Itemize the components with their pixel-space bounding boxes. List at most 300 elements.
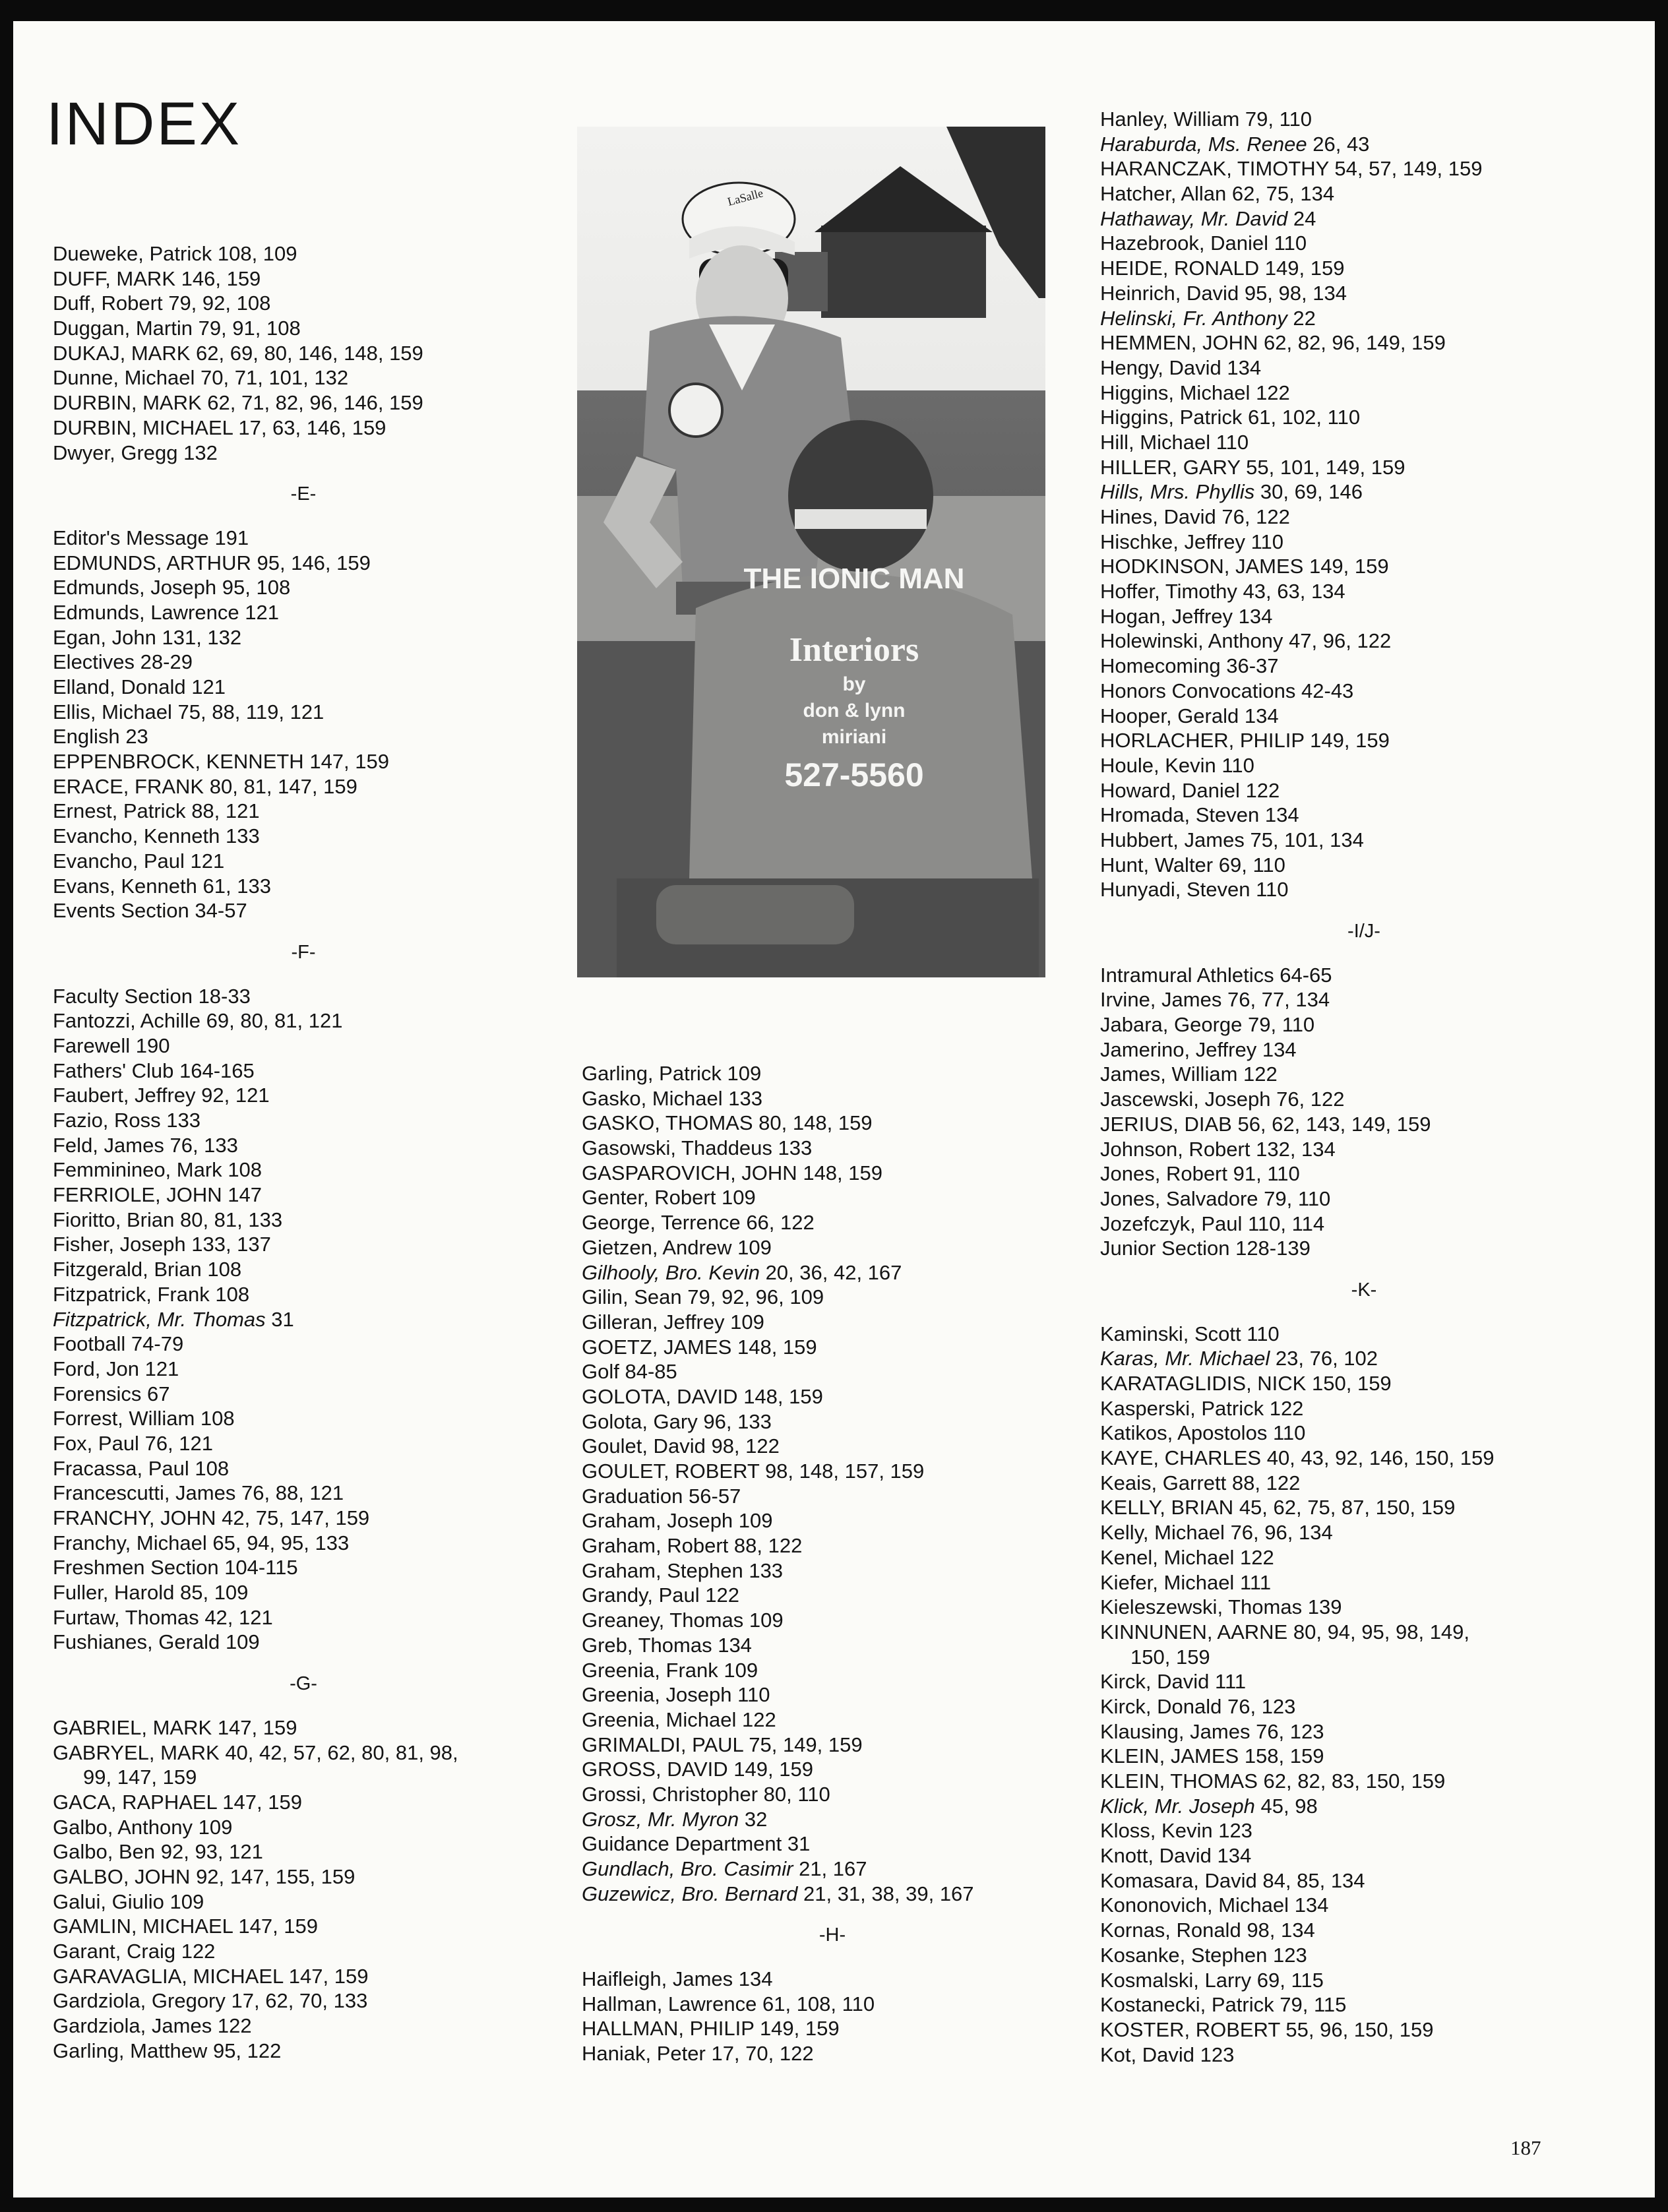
entry-pages: 92, 93, 121 bbox=[160, 1840, 263, 1864]
entry-name: Fantozzi, Achille bbox=[53, 1009, 201, 1033]
entry-pages: 76, 121 bbox=[144, 1431, 214, 1455]
index-entry bbox=[53, 415, 554, 441]
entry-pages: 121 bbox=[190, 849, 225, 873]
entry-name: Hooper, Gerald bbox=[1100, 704, 1239, 727]
index-entry bbox=[582, 1185, 1083, 1210]
entry-pages: 150, 159 bbox=[1130, 1645, 1210, 1669]
entry-name: Junior Section bbox=[1100, 1237, 1230, 1260]
index-entry bbox=[53, 1740, 554, 1766]
index-entry bbox=[1100, 1769, 1628, 1794]
entry-pages: 66, 122 bbox=[746, 1211, 815, 1235]
index-entry bbox=[53, 724, 554, 749]
entry-pages: 110 bbox=[1272, 1421, 1306, 1445]
index-entry bbox=[53, 650, 554, 675]
index-entry bbox=[582, 1235, 1083, 1260]
entry-name: Gietzen, Andrew bbox=[582, 1235, 732, 1259]
entry-name: Intramural Athletics bbox=[1100, 963, 1274, 987]
entry-name: Garling, Patrick bbox=[582, 1062, 722, 1085]
index-entry bbox=[1100, 1371, 1628, 1396]
entry-pages: 23, 76, 102 bbox=[1275, 1347, 1378, 1370]
entry-name: DUFF, MARK bbox=[53, 266, 175, 290]
index-entry bbox=[53, 1282, 554, 1307]
entry-name: GOULET, ROBERT bbox=[582, 1459, 760, 1483]
index-entry bbox=[53, 700, 554, 725]
entry-pages: 55, 101, 149, 159 bbox=[1246, 455, 1405, 479]
entry-pages: 62, 71, 82, 96, 146, 159 bbox=[207, 391, 423, 415]
index-entry bbox=[1100, 479, 1628, 505]
index-entry bbox=[1100, 1212, 1628, 1237]
entry-name: GASPAROVICH, JOHN bbox=[582, 1161, 797, 1184]
entry-name: Greb, Thomas bbox=[582, 1633, 712, 1657]
entry-name: Editor's Message bbox=[53, 526, 209, 549]
index-entry bbox=[582, 1310, 1083, 1335]
entry-name: Edmunds, Joseph bbox=[53, 576, 217, 599]
entry-pages: 98, 122 bbox=[711, 1434, 780, 1458]
entry-pages: 80, 81, 133 bbox=[179, 1208, 283, 1231]
entry-pages: 123 bbox=[1272, 1943, 1307, 1967]
index-entry bbox=[53, 1889, 554, 1915]
shirt-text-line: Interiors bbox=[789, 631, 919, 669]
index-entry bbox=[1100, 455, 1628, 480]
entry-pages: 122 bbox=[1245, 778, 1280, 802]
entry-name: GOLOTA, DAVID bbox=[582, 1384, 738, 1408]
index-entry bbox=[582, 1409, 1083, 1434]
entry-name: Fushianes, Gerald bbox=[53, 1630, 220, 1654]
index-entry bbox=[53, 291, 554, 316]
entry-name: Feld, James bbox=[53, 1133, 164, 1157]
index-entry bbox=[53, 1382, 554, 1407]
entry-pages: 84-85 bbox=[625, 1360, 677, 1384]
index-entry bbox=[53, 874, 554, 899]
index-entry bbox=[582, 1508, 1083, 1533]
index-entry bbox=[1100, 107, 1628, 132]
entry-name: Kiefer, Michael bbox=[1100, 1570, 1235, 1594]
index-entry bbox=[1100, 1062, 1628, 1087]
entry-pages: 24 bbox=[1293, 206, 1316, 230]
index-entry bbox=[53, 2013, 554, 2039]
entry-pages: 123 bbox=[1200, 2043, 1235, 2066]
entry-name: Duggan, Martin bbox=[53, 317, 193, 340]
entry-pages: 96, 133 bbox=[703, 1409, 772, 1433]
index-entry bbox=[1100, 156, 1628, 181]
entry-pages: 54, 57, 149, 159 bbox=[1334, 157, 1483, 181]
entry-pages: 109 bbox=[170, 1889, 204, 1913]
entry-pages: 191 bbox=[214, 526, 249, 549]
entry-name: Elland, Donald bbox=[53, 675, 186, 698]
entry-name: GARAVAGLIA, MICHAEL bbox=[53, 1964, 284, 1988]
index-entry bbox=[53, 1059, 554, 1084]
entry-name: Jones, Salvadore bbox=[1100, 1186, 1258, 1210]
entry-name: Graduation bbox=[582, 1484, 683, 1508]
entry-pages: 91, 110 bbox=[1233, 1162, 1300, 1186]
index-entry bbox=[1100, 877, 1628, 902]
index-entry bbox=[1100, 679, 1628, 704]
entry-name: Hallman, Lawrence bbox=[582, 1992, 757, 2015]
index-entry bbox=[53, 241, 554, 266]
entry-name: Guzewicz, Bro. Bernard bbox=[582, 1882, 798, 1905]
index-entry bbox=[1100, 505, 1628, 530]
index-entry bbox=[582, 1707, 1083, 1733]
index-entry bbox=[1100, 1186, 1628, 1212]
index-entry bbox=[1100, 1794, 1628, 1819]
entry-pages: 109 bbox=[721, 1186, 756, 1210]
entry-pages: 55, 96, 150, 159 bbox=[1285, 2017, 1434, 2041]
entry-name: Hoffer, Timothy bbox=[1100, 580, 1237, 603]
index-entry bbox=[53, 1839, 554, 1864]
entry-name: Keais, Garrett bbox=[1100, 1471, 1227, 1494]
entry-pages: 79, 92, 108 bbox=[168, 292, 271, 315]
entry-name: Fracassa, Paul bbox=[53, 1456, 189, 1480]
section-letter-heading: -F- bbox=[291, 941, 316, 963]
entry-name: HILLER, GARY bbox=[1100, 455, 1241, 479]
index-entry bbox=[1100, 1421, 1628, 1446]
entry-name: Honors Convocations bbox=[1100, 679, 1296, 702]
entry-name: Genter, Robert bbox=[582, 1186, 716, 1210]
entry-name: Karas, Mr. Michael bbox=[1100, 1347, 1270, 1370]
index-entry bbox=[53, 1332, 554, 1357]
entry-name: Gilleran, Jeffrey bbox=[582, 1310, 725, 1334]
entry-pages: 28-29 bbox=[140, 650, 193, 674]
index-entry bbox=[582, 1136, 1083, 1161]
entry-name: Kirck, David bbox=[1100, 1670, 1210, 1694]
entry-name: Golota, Gary bbox=[582, 1409, 698, 1433]
index-entry bbox=[582, 1992, 1083, 2017]
index-entry bbox=[582, 1608, 1083, 1633]
index-entry bbox=[53, 316, 554, 341]
index-entry bbox=[1100, 256, 1628, 281]
entry-name: Higgins, Michael bbox=[1100, 381, 1251, 404]
index-entry bbox=[1100, 381, 1628, 406]
index-entry bbox=[53, 1083, 554, 1108]
entry-name: GOETZ, JAMES bbox=[582, 1335, 732, 1359]
entry-name: Hubbert, James bbox=[1100, 828, 1245, 851]
index-entry bbox=[53, 1033, 554, 1059]
entry-pages: 134 bbox=[1264, 803, 1299, 827]
entry-name: Edmunds, Lawrence bbox=[53, 600, 239, 624]
index-entry bbox=[1100, 1694, 1628, 1719]
entry-name: KLEIN, JAMES bbox=[1100, 1744, 1239, 1768]
index-entry bbox=[1100, 2043, 1628, 2068]
entry-name: Kirck, Donald bbox=[1100, 1694, 1222, 1718]
entry-pages: 147, 159 bbox=[222, 1790, 302, 1814]
index-entry bbox=[1100, 1396, 1628, 1421]
entry-name: Hines, David bbox=[1100, 505, 1216, 528]
entry-pages: 56-57 bbox=[689, 1484, 741, 1508]
entry-name: Howard, Daniel bbox=[1100, 778, 1240, 802]
index-entry bbox=[1100, 1012, 1628, 1037]
entry-name: Kosanke, Stephen bbox=[1100, 1943, 1268, 1967]
entry-name: Furtaw, Thomas bbox=[53, 1605, 199, 1629]
entry-pages: 134 bbox=[1294, 1893, 1329, 1917]
index-page bbox=[13, 21, 1655, 2197]
index-entry bbox=[1100, 1943, 1628, 1968]
entry-name: KELLY, BRIAN bbox=[1100, 1496, 1234, 1520]
index-entry bbox=[53, 675, 554, 700]
entry-pages: 111 bbox=[1215, 1670, 1247, 1694]
index-entry bbox=[1100, 430, 1628, 455]
entry-name: Houle, Kevin bbox=[1100, 753, 1216, 777]
index-entry bbox=[582, 1384, 1083, 1409]
index-entry bbox=[1100, 1968, 1628, 1993]
index-entry bbox=[53, 1481, 554, 1506]
entry-name: GABRIEL, MARK bbox=[53, 1715, 212, 1739]
entry-pages: 88, 121 bbox=[191, 799, 260, 823]
entry-pages: 62, 82, 83, 150, 159 bbox=[1263, 1769, 1446, 1793]
entry-name: Hogan, Jeffrey bbox=[1100, 604, 1233, 628]
index-entry bbox=[582, 1757, 1083, 1782]
index-entry bbox=[1100, 1446, 1628, 1471]
entry-name: GAMLIN, MICHAEL bbox=[53, 1915, 233, 1938]
index-entry bbox=[53, 1208, 554, 1233]
index-entry bbox=[582, 1111, 1083, 1136]
entry-pages: 76, 123 bbox=[1256, 1719, 1324, 1743]
index-entry bbox=[53, 625, 554, 650]
entry-pages: 95, 122 bbox=[212, 2039, 282, 2062]
entry-name: Katikos, Apostolos bbox=[1100, 1421, 1268, 1445]
index-entry bbox=[53, 1815, 554, 1840]
index-entry bbox=[53, 1456, 554, 1481]
shirt-text-line: miriani bbox=[821, 726, 887, 748]
entry-pages: 122 bbox=[1243, 1062, 1278, 1086]
index-entry bbox=[53, 2039, 554, 2064]
entry-name: Fox, Paul bbox=[53, 1431, 139, 1455]
entry-pages: 79, 110 bbox=[1264, 1186, 1331, 1210]
index-entry bbox=[53, 1988, 554, 2013]
entry-name: Fuller, Harold bbox=[53, 1581, 175, 1605]
entry-pages: 108 bbox=[228, 1158, 263, 1182]
entry-pages: 18-33 bbox=[198, 984, 251, 1008]
entry-name: FRANCHY, JOHN bbox=[53, 1506, 216, 1529]
cap-logo-text: LaSalle bbox=[726, 186, 765, 208]
page-title: INDEX bbox=[46, 90, 242, 158]
entry-pages: 79, 110 bbox=[1248, 1013, 1315, 1037]
index-entry bbox=[1100, 963, 1628, 988]
index-entry bbox=[1100, 132, 1628, 157]
index-column-1 bbox=[53, 241, 554, 2063]
entry-pages: 109 bbox=[749, 1609, 784, 1632]
entry-name: Gilin, Sean bbox=[582, 1285, 682, 1309]
entry-name: Freshmen Section bbox=[53, 1556, 219, 1580]
entry-name: Kasperski, Patrick bbox=[1100, 1396, 1264, 1420]
entry-name: Garling, Matthew bbox=[53, 2039, 208, 2062]
index-entry bbox=[1100, 1818, 1628, 1843]
entry-pages: 74-79 bbox=[131, 1332, 184, 1356]
index-entry bbox=[1100, 828, 1628, 853]
entry-pages: 22 bbox=[1293, 306, 1316, 330]
entry-pages: 104-115 bbox=[224, 1556, 298, 1580]
entry-name: Kostanecki, Patrick bbox=[1100, 1993, 1274, 2017]
entry-name: Helinski, Fr. Anthony bbox=[1100, 306, 1287, 330]
entry-name: Grosz, Mr. Myron bbox=[582, 1807, 739, 1831]
entry-name: Kieleszewski, Thomas bbox=[1100, 1595, 1303, 1619]
entry-name: Evancho, Kenneth bbox=[53, 824, 220, 848]
index-entry bbox=[53, 849, 554, 874]
entry-pages: 109 bbox=[727, 1062, 762, 1085]
entry-pages: 76, 122 bbox=[1276, 1088, 1345, 1111]
entry-pages: 42, 121 bbox=[204, 1605, 273, 1629]
index-entry bbox=[582, 1061, 1083, 1086]
entry-pages: 122 bbox=[741, 1707, 776, 1731]
entry-name: Francescutti, James bbox=[53, 1481, 236, 1505]
entry-name: GRIMALDI, PAUL bbox=[582, 1733, 743, 1756]
index-entry bbox=[1100, 1037, 1628, 1062]
entry-pages: 108 bbox=[207, 1258, 242, 1281]
index-entry bbox=[1100, 1322, 1628, 1347]
entry-pages: 108 bbox=[215, 1282, 250, 1306]
index-entry bbox=[582, 1359, 1083, 1384]
entry-name: Haraburda, Ms. Renee bbox=[1100, 132, 1307, 156]
index-entry bbox=[53, 1580, 554, 1605]
index-entry bbox=[53, 365, 554, 390]
index-entry bbox=[53, 390, 554, 415]
index-entry bbox=[53, 1307, 554, 1332]
entry-name: HEMMEN, JOHN bbox=[1100, 331, 1258, 355]
index-entry bbox=[582, 1807, 1083, 1832]
index-entry bbox=[1100, 206, 1628, 231]
shirt-text-line: don & lynn bbox=[803, 700, 906, 722]
entry-name: EPPENBROCK, KENNETH bbox=[53, 750, 304, 774]
entry-pages: 42-43 bbox=[1301, 679, 1354, 702]
entry-name: Fazio, Ross bbox=[53, 1109, 161, 1132]
index-entry bbox=[53, 1157, 554, 1183]
index-entry bbox=[53, 1939, 554, 1964]
entry-pages: 149, 159 bbox=[1309, 555, 1389, 578]
entry-name: Jascewski, Joseph bbox=[1100, 1088, 1271, 1111]
entry-name: Forensics bbox=[53, 1382, 142, 1405]
entry-pages: 134 bbox=[1238, 604, 1273, 628]
entry-name: Grossi, Christopher bbox=[582, 1782, 758, 1806]
section-letter-heading: -I/J- bbox=[1347, 921, 1380, 942]
entry-pages: 110 bbox=[1216, 430, 1249, 454]
entry-name: GACA, RAPHAEL bbox=[53, 1790, 217, 1814]
page-number: 187 bbox=[1510, 2136, 1541, 2159]
entry-pages: 76, 77, 134 bbox=[1227, 988, 1330, 1012]
entry-pages: 148, 159 bbox=[737, 1335, 817, 1359]
entry-pages: 150, 159 bbox=[1312, 1372, 1392, 1395]
index-entry bbox=[53, 1406, 554, 1431]
entry-pages: 76, 96, 134 bbox=[1230, 1521, 1333, 1545]
entry-pages: 148, 159 bbox=[803, 1161, 882, 1184]
index-entry bbox=[1100, 281, 1628, 306]
entry-pages: 95, 108 bbox=[222, 576, 291, 599]
entry-pages: 110 bbox=[1221, 753, 1254, 777]
entry-name: Homecoming bbox=[1100, 654, 1221, 678]
entry-pages: 134 bbox=[738, 1967, 773, 1991]
entry-pages: 108 bbox=[195, 1456, 230, 1480]
entry-pages: 85, 109 bbox=[179, 1581, 249, 1605]
entry-name: Galui, Giulio bbox=[53, 1889, 164, 1913]
index-entry bbox=[53, 1605, 554, 1630]
entry-name: Femminineo, Mark bbox=[53, 1158, 222, 1182]
index-entry bbox=[582, 1434, 1083, 1459]
entry-pages: 80, 148, 159 bbox=[758, 1111, 873, 1135]
entry-name: KLEIN, THOMAS bbox=[1100, 1769, 1258, 1793]
entry-name: KINNUNEN, AARNE bbox=[1100, 1620, 1288, 1644]
entry-name: Faubert, Jeffrey bbox=[53, 1084, 196, 1107]
index-entry bbox=[1100, 853, 1628, 878]
entry-name: Fisher, Joseph bbox=[53, 1233, 186, 1256]
entry-pages: 98, 134 bbox=[1247, 1919, 1315, 1942]
entry-pages: 133 bbox=[225, 824, 260, 848]
entry-name: Hathaway, Mr. David bbox=[1100, 206, 1288, 230]
index-entry bbox=[53, 824, 554, 849]
index-entry bbox=[582, 1967, 1083, 1992]
entry-pages: 62, 82, 96, 149, 159 bbox=[1264, 331, 1446, 355]
index-entry bbox=[582, 1831, 1083, 1857]
entry-pages: 148, 159 bbox=[743, 1384, 823, 1408]
entry-name: KOSTER, ROBERT bbox=[1100, 2017, 1280, 2041]
entry-name: Gardziola, Gregory bbox=[53, 1989, 226, 2013]
entry-pages: 36-37 bbox=[1226, 654, 1279, 678]
entry-pages: 122 bbox=[217, 2014, 252, 2038]
entry-name: Gasko, Michael bbox=[582, 1086, 723, 1110]
index-entry bbox=[1100, 1570, 1628, 1595]
entry-pages: 21, 167 bbox=[799, 1857, 867, 1880]
entry-name: Football bbox=[53, 1332, 126, 1356]
entry-pages: 146, 159 bbox=[181, 266, 261, 290]
entry-pages: 76, 122 bbox=[1221, 505, 1290, 528]
entry-pages: 110 bbox=[737, 1683, 770, 1707]
entry-name: KAYE, CHARLES bbox=[1100, 1446, 1262, 1470]
entry-name: Higgins, Patrick bbox=[1100, 406, 1243, 429]
entry-name: Goulet, David bbox=[582, 1434, 706, 1458]
entry-pages: 17, 62, 70, 133 bbox=[231, 1989, 368, 2013]
index-entry bbox=[1100, 181, 1628, 206]
entry-pages: 147, 159 bbox=[217, 1715, 297, 1739]
entry-name: Jozefczyk, Paul bbox=[1100, 1212, 1243, 1235]
index-entry bbox=[53, 441, 554, 466]
entry-name: Heinrich, David bbox=[1100, 281, 1239, 305]
index-entry bbox=[53, 1183, 554, 1208]
index-entry bbox=[1100, 405, 1628, 430]
entry-name: Hanley, William bbox=[1100, 108, 1240, 131]
entry-pages: 190 bbox=[135, 1033, 170, 1057]
index-entry bbox=[53, 898, 554, 923]
entry-name: Fitzpatrick, Frank bbox=[53, 1282, 210, 1306]
index-entry bbox=[53, 1257, 554, 1282]
index-entry bbox=[1100, 306, 1628, 331]
entry-pages: 79, 115 bbox=[1280, 1993, 1347, 2017]
entry-pages: 80, 110 bbox=[763, 1782, 830, 1806]
index-column-3 bbox=[1100, 107, 1628, 2067]
entry-pages: 110 bbox=[1251, 530, 1283, 553]
index-entry bbox=[1100, 1893, 1628, 1918]
entry-pages: 108 bbox=[200, 1407, 235, 1430]
entry-name: Franchy, Michael bbox=[53, 1531, 207, 1554]
entry-name: Faculty Section bbox=[53, 984, 193, 1008]
section-letter-heading: -K- bbox=[1351, 1279, 1377, 1301]
softball-photo bbox=[577, 127, 1045, 977]
entry-pages: 69, 80, 81, 121 bbox=[206, 1009, 343, 1033]
index-entry bbox=[53, 1630, 554, 1655]
entry-name: Jones, Robert bbox=[1100, 1162, 1227, 1186]
index-entry bbox=[1100, 231, 1628, 256]
index-entry bbox=[582, 1459, 1083, 1484]
entry-pages: 30, 69, 146 bbox=[1260, 480, 1363, 504]
entry-name: Evancho, Paul bbox=[53, 849, 185, 873]
entry-pages: 31 bbox=[787, 1832, 811, 1856]
entry-pages: 133 bbox=[166, 1109, 201, 1132]
entry-pages: 110 bbox=[1256, 878, 1289, 902]
entry-pages: 23 bbox=[125, 725, 148, 749]
entry-pages: 108, 109 bbox=[217, 242, 297, 265]
index-entry bbox=[582, 1658, 1083, 1683]
entry-pages: 88, 122 bbox=[1231, 1471, 1301, 1494]
entry-name: Greenia, Michael bbox=[582, 1707, 737, 1731]
entry-pages: 92, 147, 155, 159 bbox=[196, 1864, 355, 1888]
entry-pages: 110 bbox=[1274, 231, 1307, 255]
index-entry bbox=[53, 774, 554, 799]
